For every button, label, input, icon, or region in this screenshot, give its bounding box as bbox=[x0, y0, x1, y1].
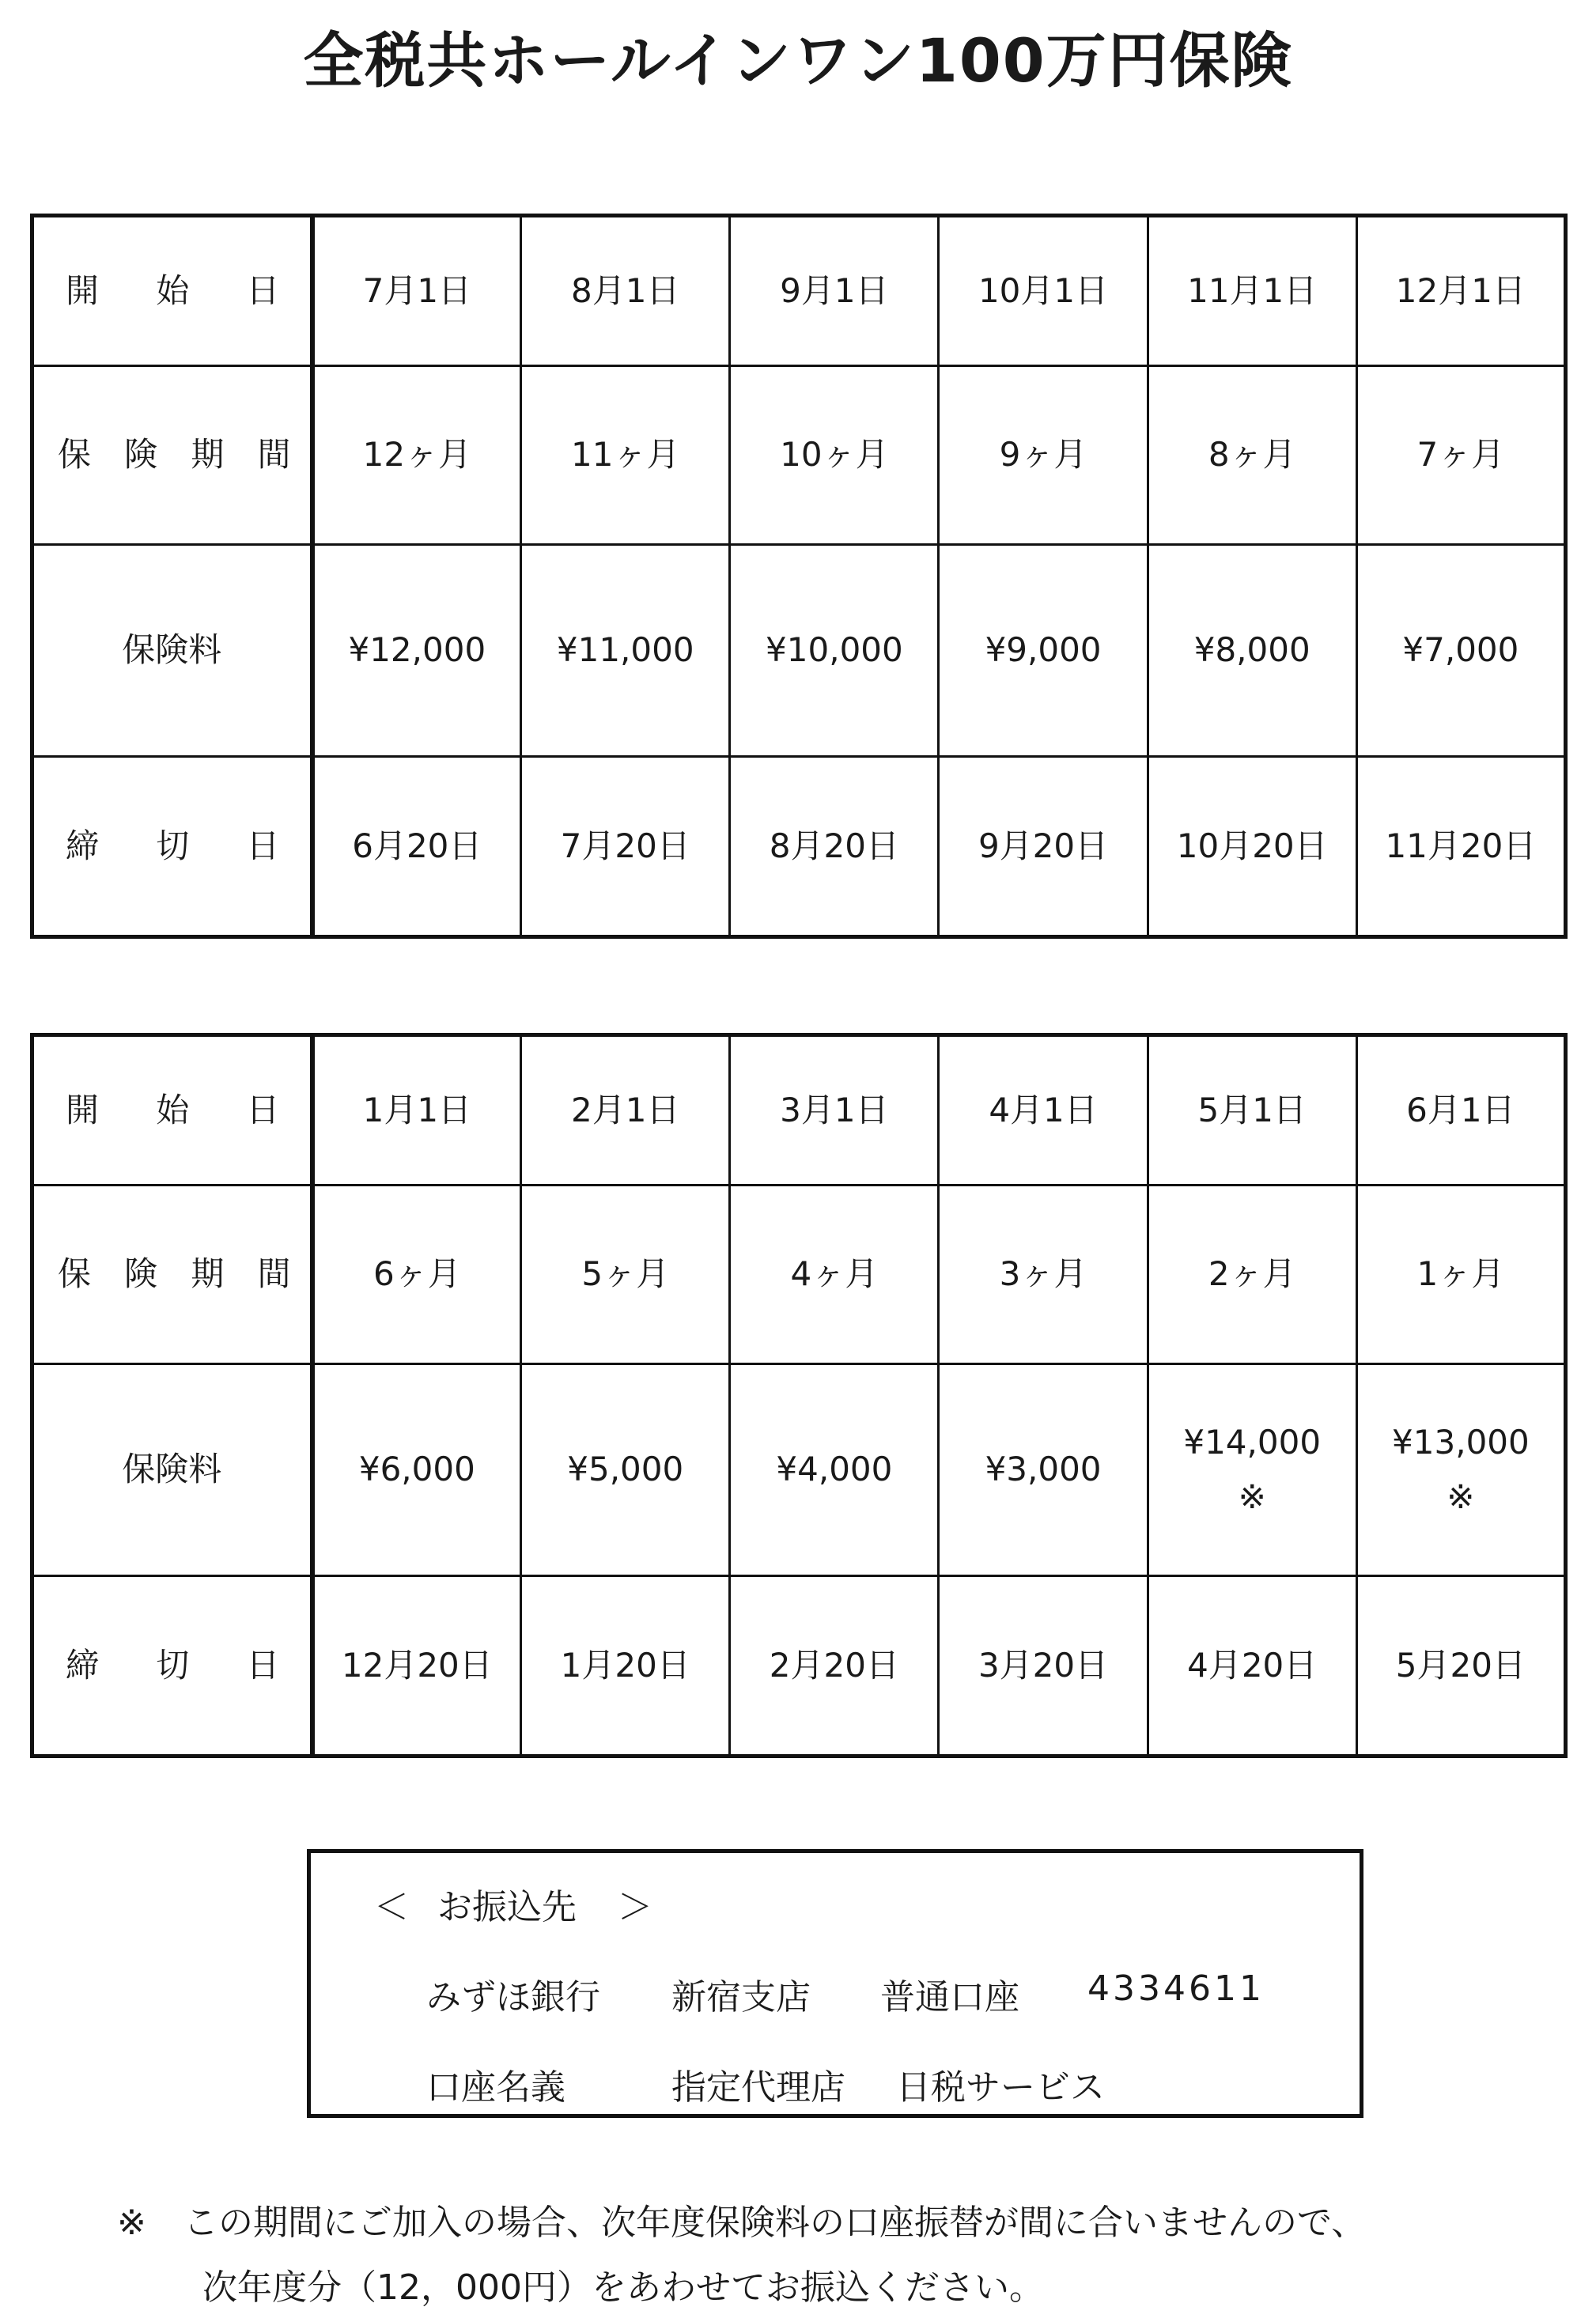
note-reference-mark: ※ bbox=[1447, 1477, 1475, 1516]
account-holder-label: 口座名義 bbox=[426, 2067, 565, 2108]
premium-label: 保険料 bbox=[32, 1364, 312, 1576]
start-date-label: 開 始 日 bbox=[32, 216, 312, 366]
deadline-cell: 3月20日 bbox=[939, 1576, 1148, 1757]
insurance-period-cell: 4ヶ月 bbox=[730, 1186, 939, 1364]
premium-cell: ¥5,000 bbox=[521, 1364, 730, 1576]
premium-schedule-table-1 bbox=[30, 214, 1568, 939]
bank-heading-open-bracket: ＜ bbox=[374, 1887, 409, 1927]
account-holder-prefix: 指定代理店 bbox=[671, 2067, 845, 2108]
deadline-cell: 11月20日 bbox=[1356, 757, 1565, 937]
premium-row bbox=[32, 1364, 1566, 1576]
insurance-period-cell: 7ヶ月 bbox=[1356, 366, 1565, 545]
start-date-cell: 3月1日 bbox=[730, 1035, 939, 1186]
footnote-mark: ※ bbox=[117, 2203, 146, 2243]
start-date-cell: 6月1日 bbox=[1356, 1035, 1565, 1186]
deadline-cell: 1月20日 bbox=[521, 1576, 730, 1757]
branch-name: 新宿支店 bbox=[671, 1977, 811, 2018]
deadline-cell: 2月20日 bbox=[730, 1576, 939, 1757]
premium-cell bbox=[1148, 1364, 1356, 1576]
start-date-cell: 2月1日 bbox=[521, 1035, 730, 1186]
premium-cell: ¥7,000 bbox=[1356, 545, 1565, 757]
deadline-cell: 5月20日 bbox=[1356, 1576, 1565, 1757]
bank-heading: お振込先 bbox=[437, 1887, 577, 1927]
start-date-cell: 10月1日 bbox=[939, 216, 1148, 366]
deadline-row bbox=[32, 1576, 1566, 1757]
deadline-label: 締 切 日 bbox=[32, 1576, 312, 1757]
deadline-cell: 4月20日 bbox=[1148, 1576, 1356, 1757]
start-date-row bbox=[32, 216, 1566, 366]
premium-cell: ¥6,000 bbox=[312, 1364, 521, 1576]
note-reference-mark: ※ bbox=[1238, 1477, 1266, 1516]
deadline-cell: 10月20日 bbox=[1148, 757, 1356, 937]
insurance-period-cell: 10ヶ月 bbox=[730, 366, 939, 545]
page-title: 全税共ホールインワン100万円保険 bbox=[303, 25, 1293, 96]
insurance-period-cell: 6ヶ月 bbox=[312, 1186, 521, 1364]
premium-amount: ¥13,000 bbox=[1392, 1422, 1530, 1462]
deadline-cell: 6月20日 bbox=[312, 757, 521, 937]
insurance-period-row bbox=[32, 366, 1566, 545]
insurance-period-cell: 11ヶ月 bbox=[521, 366, 730, 545]
premium-cell bbox=[1356, 1364, 1565, 1576]
footnote-line-2: 次年度分（12，000円）をあわせてお振込ください。 bbox=[202, 2267, 1044, 2308]
start-date-cell: 11月1日 bbox=[1148, 216, 1356, 366]
deadline-cell: 8月20日 bbox=[730, 757, 939, 937]
premium-cell: ¥9,000 bbox=[939, 545, 1148, 757]
premium-cell: ¥11,000 bbox=[521, 545, 730, 757]
insurance-period-cell: 12ヶ月 bbox=[312, 366, 521, 545]
account-number: 4334611 bbox=[1087, 1968, 1265, 2009]
start-date-row bbox=[32, 1035, 1566, 1186]
premium-schedule-table-2 bbox=[30, 1033, 1568, 1758]
insurance-period-cell: 8ヶ月 bbox=[1148, 366, 1356, 545]
bank-heading-close-bracket: ＞ bbox=[618, 1887, 652, 1927]
start-date-cell: 4月1日 bbox=[939, 1035, 1148, 1186]
deadline-cell: 9月20日 bbox=[939, 757, 1148, 937]
insurance-period-cell: 2ヶ月 bbox=[1148, 1186, 1356, 1364]
insurance-period-cell: 5ヶ月 bbox=[521, 1186, 730, 1364]
insurance-period-cell: 3ヶ月 bbox=[939, 1186, 1148, 1364]
insurance-period-label: 保 険 期 間 bbox=[32, 1186, 312, 1364]
premium-cell: ¥10,000 bbox=[730, 545, 939, 757]
start-date-cell: 8月1日 bbox=[521, 216, 730, 366]
start-date-cell: 1月1日 bbox=[312, 1035, 521, 1186]
bank-transfer-box bbox=[307, 1849, 1363, 2118]
premium-cell: ¥4,000 bbox=[730, 1364, 939, 1576]
premium-cell: ¥3,000 bbox=[939, 1364, 1148, 1576]
premium-label: 保険料 bbox=[32, 545, 312, 757]
start-date-cell: 9月1日 bbox=[730, 216, 939, 366]
insurance-period-label: 保 険 期 間 bbox=[32, 366, 312, 545]
account-type: 普通口座 bbox=[880, 1977, 1019, 2018]
footnote-line-1: この期間にご加入の場合、次年度保険料の口座振替が間に合いませんので、 bbox=[183, 2203, 1367, 2243]
premium-cell: ¥8,000 bbox=[1148, 545, 1356, 757]
premium-cell: ¥12,000 bbox=[312, 545, 521, 757]
premium-amount: ¥14,000 bbox=[1183, 1422, 1322, 1462]
start-date-cell: 5月1日 bbox=[1148, 1035, 1356, 1186]
bank-name: みずほ銀行 bbox=[426, 1977, 600, 2018]
premium-row bbox=[32, 545, 1566, 757]
deadline-cell: 12月20日 bbox=[312, 1576, 521, 1757]
deadline-row bbox=[32, 757, 1566, 937]
insurance-period-cell: 9ヶ月 bbox=[939, 366, 1148, 545]
deadline-cell: 7月20日 bbox=[521, 757, 730, 937]
insurance-period-row bbox=[32, 1186, 1566, 1364]
start-date-cell: 7月1日 bbox=[312, 216, 521, 366]
start-date-cell: 12月1日 bbox=[1356, 216, 1565, 366]
start-date-label: 開 始 日 bbox=[32, 1035, 312, 1186]
deadline-label: 締 切 日 bbox=[32, 757, 312, 937]
account-holder-name: 日税サービス bbox=[896, 2067, 1105, 2108]
insurance-period-cell: 1ヶ月 bbox=[1356, 1186, 1565, 1364]
